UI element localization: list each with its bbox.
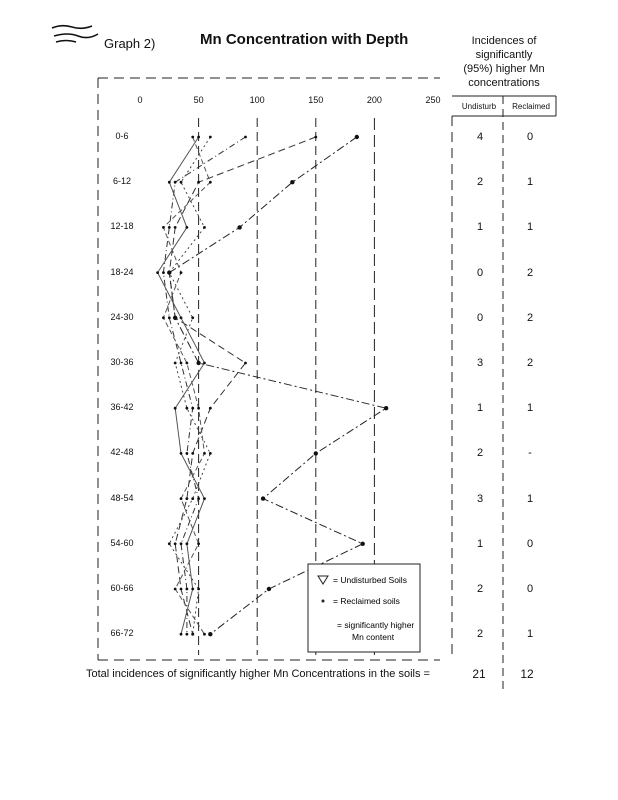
data-point [174, 588, 177, 591]
data-point [174, 181, 177, 184]
data-point [174, 362, 177, 365]
data-point [156, 271, 159, 274]
depth-label: 6-12 [112, 176, 131, 187]
data-point [203, 452, 206, 455]
data-point [209, 181, 212, 184]
cell-reclaimed: 0 [526, 537, 534, 550]
legend-reclaimed-icon [322, 600, 325, 603]
data-point [197, 497, 200, 500]
depth-label: 54-60 [110, 537, 134, 548]
total-reclaimed: 12 [520, 667, 534, 681]
data-point [209, 136, 212, 139]
data-point [360, 542, 364, 546]
chart-title: Mn Concentration with Depth [200, 31, 409, 48]
total-label: Total incidences of significantly higher Mn Concentrations in the soils = [86, 668, 430, 680]
data-point [180, 271, 183, 274]
data-point [185, 362, 188, 365]
data-point [162, 271, 165, 274]
depth-label: 18-24 [110, 266, 134, 277]
data-point [290, 180, 294, 184]
data-point [180, 362, 183, 365]
data-point [191, 497, 194, 500]
col-header-undisturbed: Undisturb [461, 102, 497, 111]
data-point [197, 542, 200, 545]
incidences-header-line: Incidences of [471, 35, 537, 47]
depth-label: 42-48 [110, 447, 134, 458]
cell-undisturbed: 3 [476, 357, 484, 369]
data-point [203, 497, 206, 500]
cell-undisturbed: 1 [476, 221, 484, 234]
data-point [244, 362, 247, 365]
data-point [180, 452, 183, 455]
cell-undisturbed: 1 [476, 402, 484, 415]
depth-label: 48-54 [110, 492, 134, 503]
data-point [191, 452, 194, 455]
x-tick-label: 250 [425, 95, 441, 105]
data-point [209, 452, 212, 455]
x-tick-label: 50 [193, 95, 204, 105]
data-point [174, 542, 177, 545]
data-point [180, 316, 183, 319]
cell-reclaimed: 0 [526, 131, 534, 143]
data-point [197, 588, 200, 591]
data-point [185, 407, 188, 410]
cell-undisturbed: 4 [476, 131, 484, 143]
data-point [197, 181, 200, 184]
data-point [168, 542, 171, 545]
data-point [185, 588, 188, 591]
data-point [197, 136, 200, 139]
data-point [162, 316, 165, 319]
graph-label: Graph 2) [104, 36, 156, 51]
cell-reclaimed: 2 [526, 311, 534, 324]
cell-undisturbed: 2 [476, 628, 484, 641]
series-line [163, 137, 245, 634]
depth-label: 60-66 [110, 583, 134, 593]
data-point [196, 361, 200, 365]
cell-undisturbed: 0 [476, 266, 484, 279]
data-point [267, 587, 271, 591]
depth-label: 66-72 [110, 628, 134, 639]
depth-label: 36-42 [110, 402, 134, 413]
cell-reclaimed: 1 [526, 492, 534, 505]
data-point [191, 316, 194, 319]
data-point [355, 135, 359, 139]
data-point [168, 181, 171, 184]
cell-undisturbed: 2 [476, 447, 484, 460]
depth-label: 0-6 [115, 131, 129, 141]
data-point [208, 632, 212, 636]
depth-label: 30-36 [110, 357, 134, 367]
data-point [185, 633, 188, 636]
data-point [209, 407, 212, 410]
data-point [314, 451, 318, 455]
cell-undisturbed: 1 [476, 537, 484, 550]
cell-reclaimed: 0 [526, 583, 534, 595]
data-point [191, 588, 194, 591]
cell-reclaimed: - [528, 447, 532, 460]
data-point [180, 588, 183, 591]
cell-reclaimed: 1 [526, 402, 534, 415]
data-point [168, 226, 171, 229]
data-point [174, 316, 177, 319]
data-point [237, 225, 241, 229]
data-point [174, 226, 177, 229]
data-point [180, 497, 183, 500]
data-point [261, 496, 265, 500]
series-line [169, 137, 386, 634]
data-point [162, 226, 165, 229]
cell-reclaimed: 2 [526, 357, 534, 369]
cell-undisturbed: 2 [476, 176, 484, 189]
cell-reclaimed: 2 [526, 266, 534, 279]
legend-reclaimed-label: = Reclaimed soils [333, 596, 400, 606]
x-tick-label: 150 [308, 95, 324, 105]
series-line [158, 137, 205, 634]
cell-undisturbed: 3 [476, 492, 484, 505]
cell-reclaimed: 1 [526, 628, 534, 641]
x-tick-label: 0 [137, 95, 143, 105]
legend-significant-label: = significantly higher [337, 620, 415, 630]
data-point [185, 542, 188, 545]
incidences-header-line: concentrations [468, 77, 540, 89]
total-undisturbed: 21 [472, 667, 486, 681]
data-point [180, 181, 183, 184]
data-point [191, 407, 194, 410]
legend-undisturbed-label: = Undisturbed Soils [333, 575, 407, 585]
data-point [180, 633, 183, 636]
x-tick-label: 100 [249, 95, 265, 105]
data-point [185, 226, 188, 229]
data-point [174, 407, 177, 410]
series-line [169, 137, 315, 634]
cell-reclaimed: 1 [526, 176, 534, 189]
data-point [314, 136, 317, 139]
cell-undisturbed: 2 [476, 583, 484, 595]
x-tick-label: 200 [366, 95, 382, 105]
data-point [244, 136, 247, 139]
data-point [185, 497, 188, 500]
incidences-header-line: significantly [475, 49, 533, 61]
data-point [203, 362, 206, 365]
cell-undisturbed: 0 [476, 311, 484, 324]
data-point [203, 226, 206, 229]
data-point [384, 406, 388, 410]
col-header-reclaimed: Reclaimed [512, 102, 550, 111]
data-point [180, 542, 183, 545]
data-point [191, 633, 194, 636]
incidences-header-line: (95%) higher Mn [463, 63, 545, 75]
data-point [168, 271, 171, 274]
legend-significant-label-2: Mn content [352, 632, 395, 642]
depth-label: 12-18 [110, 221, 134, 232]
data-point [185, 452, 188, 455]
data-point [203, 633, 206, 636]
depth-label: 24-30 [110, 311, 134, 322]
data-point [191, 136, 194, 139]
data-point [168, 316, 171, 319]
cell-reclaimed: 1 [526, 221, 534, 234]
data-point [197, 407, 200, 410]
